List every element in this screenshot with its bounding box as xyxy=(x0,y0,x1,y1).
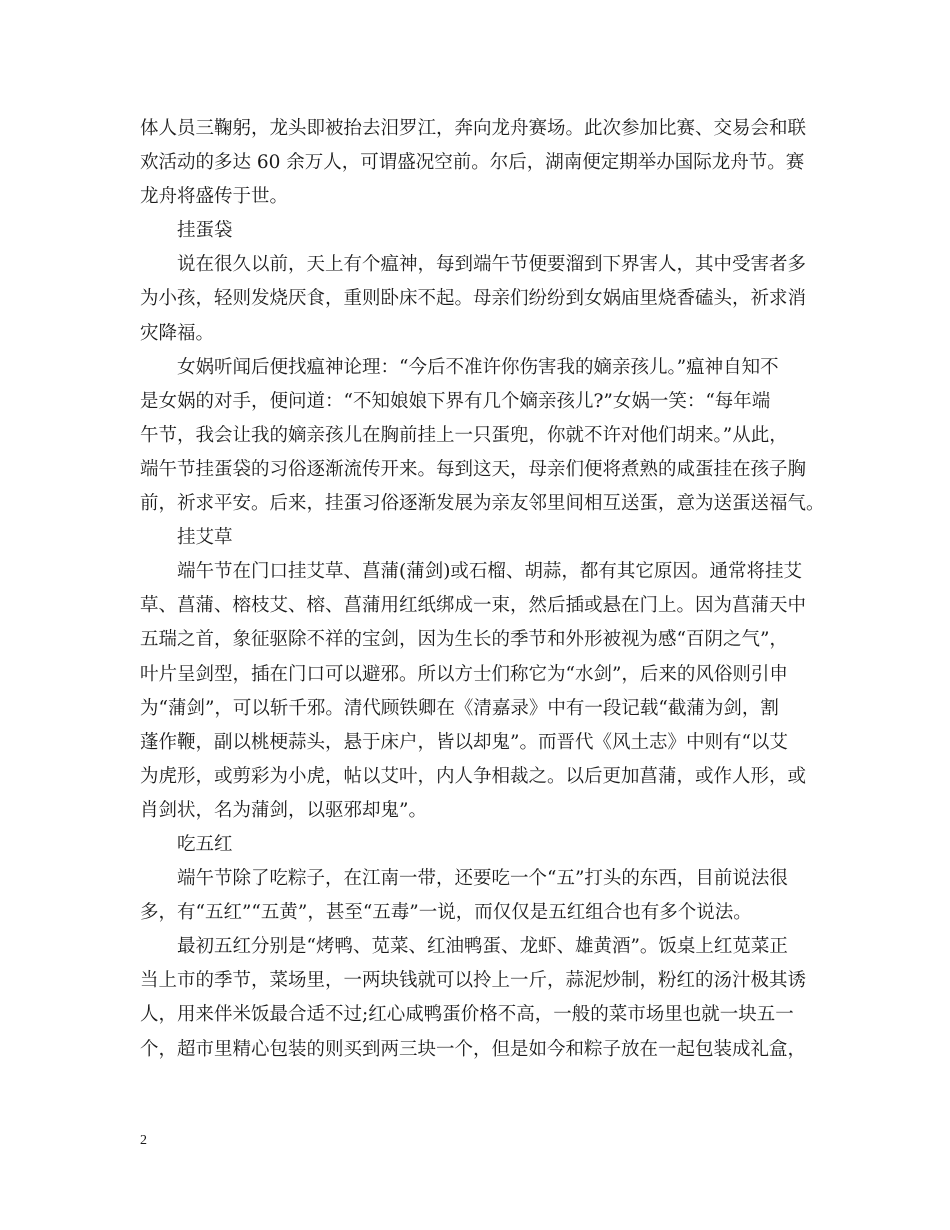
text-line: 五瑞之首，象征驱除不祥的宝剑，因为生长的季节和外形被视为感“百阴之气”， xyxy=(140,629,788,651)
text-line: 最初五红分别是“烤鸭、苋菜、红油鸭蛋、龙虾、雄黄酒”。饭桌上红苋菜正 xyxy=(177,936,788,958)
text-line: 端午节除了吃粽子，在江南一带，还要吃一个“五”打头的东西，目前说法很 xyxy=(177,868,788,890)
text-line: 为小孩，轻则发烧厌食，重则卧床不起。母亲们纷纷到女娲庙里烧香磕头，祈求消 xyxy=(140,288,807,310)
text-line: 挂蛋袋 xyxy=(177,220,233,242)
text-line: 草、菖蒲、榕枝艾、榕、菖蒲用红纸绑成一束，然后插或悬在门上。因为菖蒲天中 xyxy=(140,595,807,617)
text-line: 龙舟将盛传于世。 xyxy=(140,186,289,208)
text-line: 灾降福。 xyxy=(140,322,215,344)
text-line: 肖剑状，名为蒲剑，以驱邪却鬼”。 xyxy=(140,799,427,821)
text-line: 蓬作鞭，副以桃梗蒜头，悬于床户，皆以却鬼”。而晋代《风土志》中则有“以艾 xyxy=(140,731,788,753)
text-line: 午节，我会让我的嫡亲孩儿在胸前挂上一只蛋兜，你就不许对他们胡来。”从此， xyxy=(140,424,788,446)
text-line: 前，祈求平安。后来，挂蛋习俗逐渐发展为亲友邻里间相互送蛋，意为送蛋送福气。 xyxy=(140,493,825,515)
text-line: 个，超市里精心包装的则买到两三块一个，但是如今和粽子放在一起包装成礼盒， xyxy=(140,1038,807,1060)
text-line: 当上市的季节，菜场里，一两块钱就可以拎上一斤，蒜泥炒制，粉红的汤汁极其诱 xyxy=(140,970,807,992)
text-line: 欢活动的多达 60 余万人，可谓盛况空前。尔后，湖南便定期举办国际龙舟节。赛 xyxy=(140,152,805,174)
text-line: 为“蒲剑”，可以斩千邪。清代顾铁卿在《清嘉录》中有一段记载“截蒲为剑，割 xyxy=(140,697,779,719)
text-line: 多，有“五红”“五黄”，甚至“五毒”一说，而仅仅是五红组合也有多个说法。 xyxy=(140,902,752,924)
text-line: 是女娲的对手，便问道：“不知娘娘下界有几个嫡亲孩儿?”女娲一笑：“每年端 xyxy=(140,390,771,412)
text-line: 叶片呈剑型，插在门口可以避邪。所以方士们称它为“水剑”，后来的风俗则引申 xyxy=(140,663,788,685)
text-line: 人，用来伴米饭最合适不过;红心咸鸭蛋价格不高，一般的菜市场里也就一块五一 xyxy=(140,1004,794,1026)
text-line: 说在很久以前，天上有个瘟神，每到端午节便要溜到下界害人，其中受害者多 xyxy=(177,254,807,276)
text-line: 端午节挂蛋袋的习俗逐渐流传开来。每到这天，母亲们便将煮熟的咸蛋挂在孩子胸 xyxy=(140,458,807,480)
text-line: 体人员三鞠躬，龙头即被抬去汨罗江，奔向龙舟赛场。此次参加比赛、交易会和联 xyxy=(140,118,807,139)
text-line: 女娲听闻后便找瘟神论理：“今后不准许你伤害我的嫡亲孩儿。”瘟神自知不 xyxy=(177,356,779,378)
text-line: 吃五红 xyxy=(177,833,233,855)
text-line: 端午节在门口挂艾草、菖蒲(蒲剑)或石榴、胡蒜，都有其它原因。通常将挂艾 xyxy=(177,561,802,583)
page-number: 2 xyxy=(140,1133,147,1148)
text-line: 挂艾草 xyxy=(177,527,233,549)
document-body xyxy=(140,112,830,1067)
text-line: 为虎形，或剪彩为小虎，帖以艾叶，内人争相裁之。以后更加菖蒲，或作人形，或 xyxy=(140,765,807,787)
